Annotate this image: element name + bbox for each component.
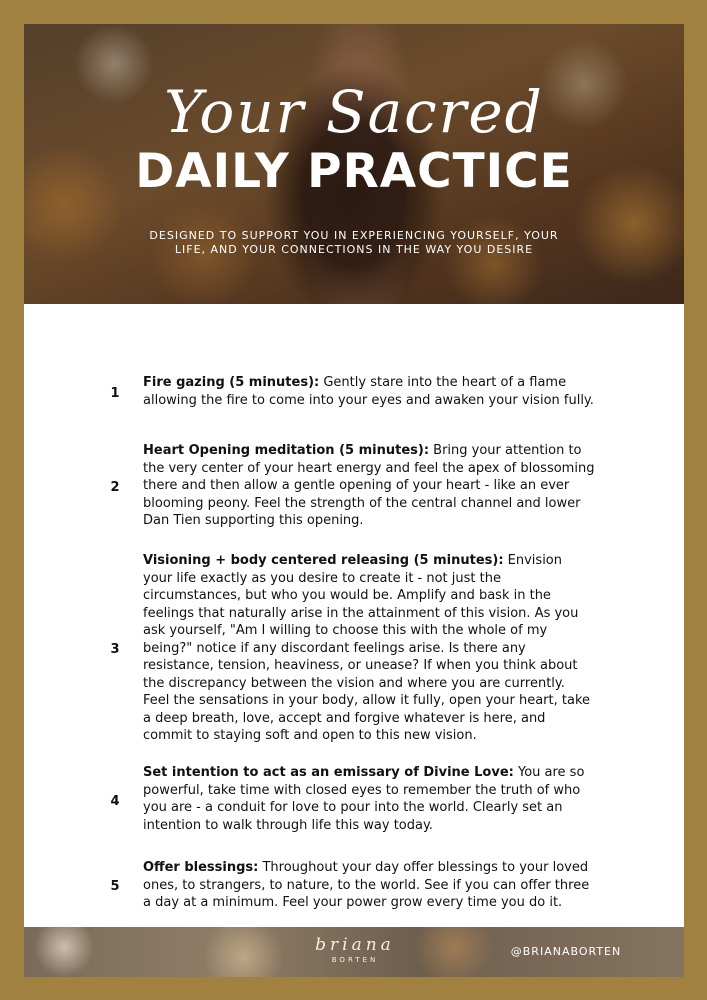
script-title: Your Sacred — [164, 78, 544, 146]
social-handle[interactable]: @BRIANABORTEN — [510, 945, 622, 958]
step-text — [143, 859, 595, 912]
step-body: Envision your life exactly as you desire to create it - not just the circumstances, but who you would be. Amplify and bask in the feelings that naturally arise in the attainment of this vision. As you ask yourself, "Am I willing to choose this with the whole of my being?" notice if any discordant feelings arise. Is there any resistance, tension, heaviness, or unease? If when you think about the discrepancy between the vision and where you are currently. Feel the sensations in your body, allow it fully, open your heart, take a deep breath, love, accept and forgive whatever is here, and commit to staying soft and open to this new vision. — [143, 553, 591, 743]
step-text — [143, 442, 595, 530]
step-number: 4 — [110, 794, 120, 809]
step-number: 2 — [110, 480, 120, 495]
step-text — [143, 552, 595, 745]
logo-subtext: BORTEN — [331, 956, 379, 964]
step-number: 3 — [110, 642, 120, 657]
logo: briana — [315, 935, 395, 955]
step-title: Heart Opening meditation (5 minutes): — [143, 443, 430, 458]
step-text — [143, 764, 595, 834]
step-body: Gently stare into the heart of a flame allowing the fire to come into your eyes and awaken your vision fully. — [143, 375, 594, 408]
step-title: Fire gazing (5 minutes): — [143, 375, 320, 390]
step-body: Bring your attention to the very center of your heart energy and feel the apex of blossoming there and then allow a gentle opening of your heart - like an ever blooming peony. Feel the strength of the central channel and lower Dan Tien supporting this opening. — [143, 443, 595, 528]
step-title: Offer blessings: — [143, 860, 259, 875]
page-subtitle: DESIGNED TO SUPPORT YOU IN EXPERIENCING YOURSELF, YOUR LIFE, AND YOUR CONNECTIONS IN THE WAY YOU DESIRE — [149, 229, 559, 256]
practice-card — [24, 24, 684, 977]
step-body: Throughout your day offer blessings to your loved ones, to strangers, to nature, to the world. See if you can offer three a day at a minimum. Feel your power grow every time you do it. — [143, 860, 590, 910]
footer-banner — [24, 927, 684, 977]
step-number: 5 — [110, 879, 120, 894]
step-body: You are so powerful, take time with closed eyes to remember the truth of who you are - a conduit for love to pour into the world. Clearly set an intention to walk through life this way today. — [143, 765, 585, 833]
step-title: Visioning + body centered releasing (5 minutes): — [143, 553, 504, 568]
page-title: DAILY PRACTICE — [135, 144, 573, 199]
hero-banner — [24, 24, 684, 304]
step-number: 1 — [110, 386, 120, 401]
step-text — [143, 374, 595, 409]
step-title: Set intention to act as an emissary of Divine Love: — [143, 765, 514, 780]
